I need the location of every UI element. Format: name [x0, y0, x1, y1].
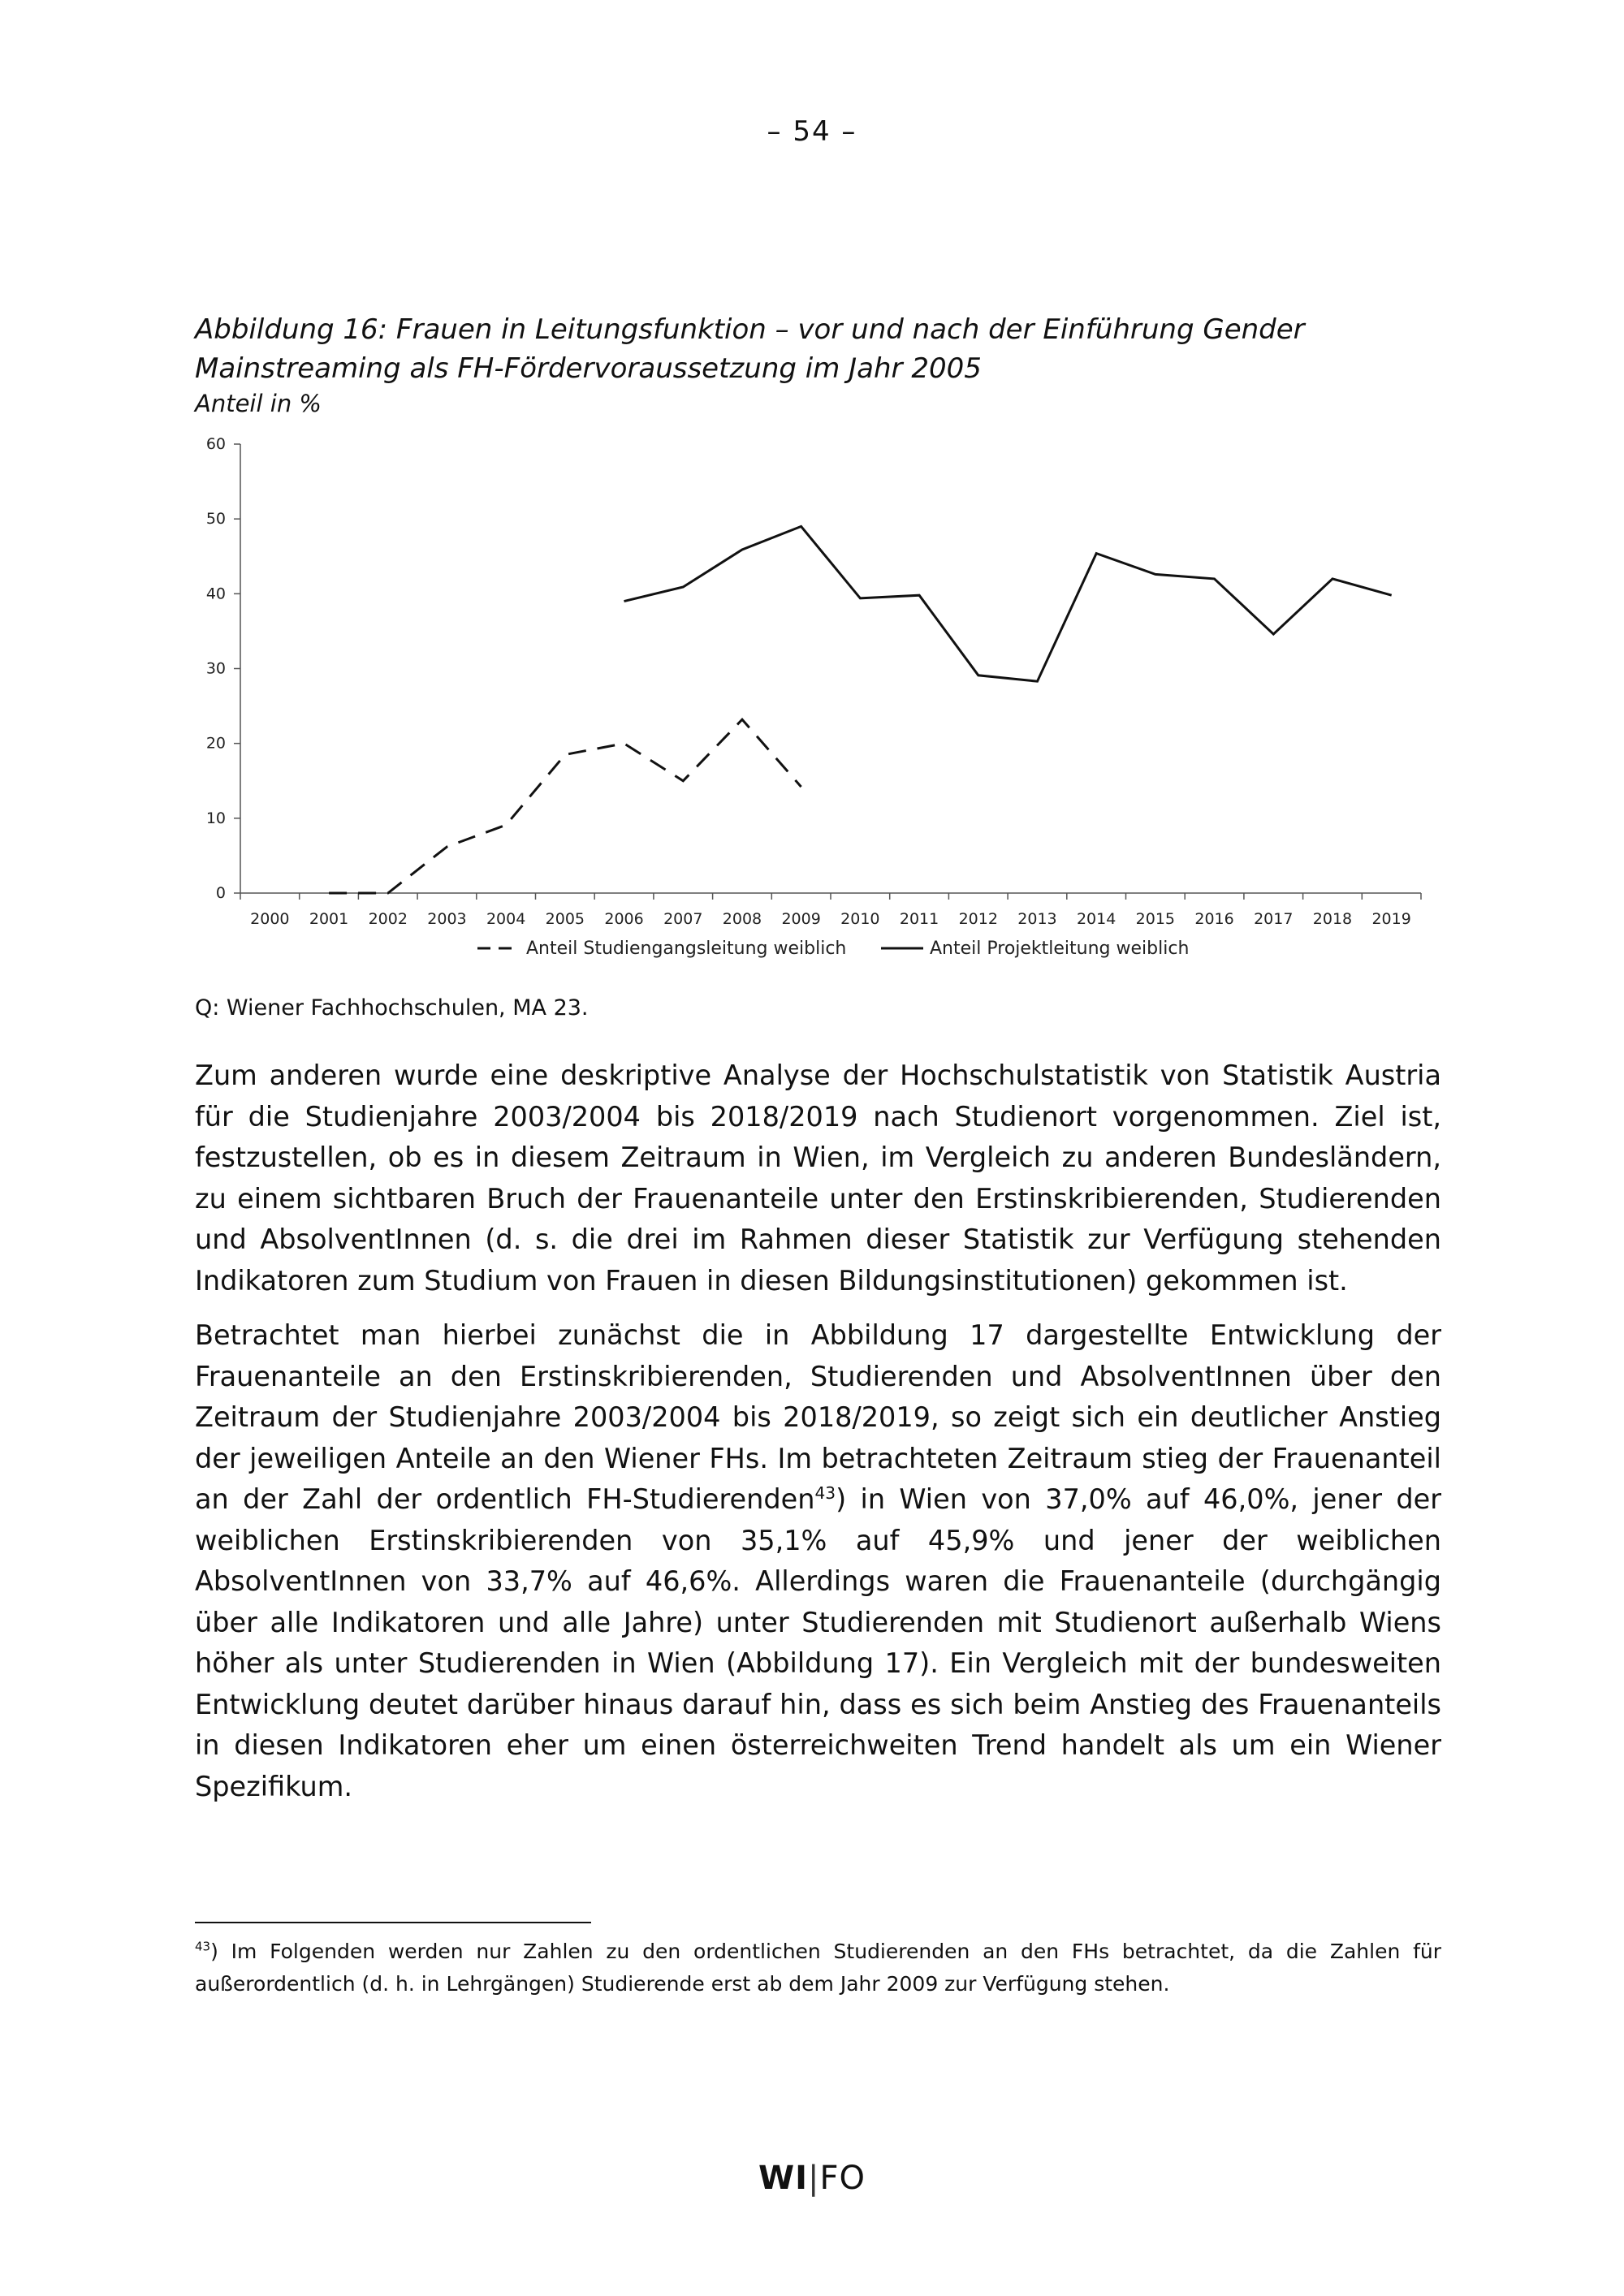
paragraph-2-text-a: Betrachtet man hierbei zunächst die in Abbildung 17 dargestellte Entwicklung der Frauenanteile an den Erstinskribierenden, Studierenden und AbsolventInnen über den Zeitraum der Studienjahre 2003/2004 bis 2018/2019, so zeigt sich ein deutlicher Anstieg der jeweiligen Anteile an den Wiener FHs. Im betrachteten Zeitraum stieg der Frauenanteil an der Zahl der ordentlich FH-Studierenden — [195, 1319, 1441, 1515]
y-tick-label: 10 — [205, 809, 226, 827]
x-tick-label: 2003 — [427, 910, 467, 928]
figure-caption-line-2: Mainstreaming als FH-Fördervoraussetzung im Jahr 2005 — [195, 352, 982, 385]
body-paragraph-1: Zum anderen wurde eine deskriptive Analyse der Hochschulstatistik von Statistik Austria für die Studienjahre 2003/2004 bis 2018/2019 nach Studienort vorgenommen. Ziel ist, festzustellen, ob es in diesem Zeitraum in Wien, im Vergleich zu anderen Bundesländern, zu einem sichtbaren Bruch der Frauenanteile unter den Erstinskribierenden, Studierenden und AbsolventInnen (d. s. die drei im Rahmen dieser Statistik zur Verfügung stehenden Indikatoren zum Studium von Frauen in diesen Bildungsinstitutionen) gekommen ist. — [195, 1060, 1441, 1297]
x-tick-label: 2017 — [1254, 910, 1294, 928]
x-tick-label: 2007 — [663, 910, 703, 928]
x-tick-label: 2011 — [899, 910, 939, 928]
figure-unit-label: Anteil in % — [195, 390, 322, 417]
x-tick-label: 2006 — [604, 910, 644, 928]
x-tick-label: 2018 — [1312, 910, 1353, 928]
x-tick-label: 2014 — [1076, 910, 1116, 928]
footnote-divider — [195, 1922, 591, 1923]
x-tick-label: 2004 — [486, 910, 526, 928]
legend-label: Anteil Projektleitung weiblich — [930, 939, 1190, 959]
x-tick-label: 2009 — [781, 910, 821, 928]
y-tick-label: 50 — [205, 510, 226, 529]
x-tick-label: 2002 — [368, 910, 408, 928]
y-tick-label: 30 — [205, 659, 226, 678]
footnote-reference[interactable]: 43 — [814, 1482, 836, 1503]
body-paragraph-2 — [195, 1315, 1441, 1807]
x-tick-label: 2005 — [545, 910, 585, 928]
y-tick-label: 40 — [205, 585, 226, 603]
x-tick-label: 2010 — [840, 910, 880, 928]
y-tick-label: 0 — [215, 884, 226, 902]
paragraph-2-text-b: ) in Wien von 37,0% auf 46,0%, jener der weiblichen Erstinskribierenden von 35,1% auf 45,9% und jener der weiblichen AbsolventInnen von 33,7% auf 46,6%. Allerdings waren die Frauenanteile (durchgängig über alle Indikatoren und alle Jahre) unter Studierenden mit Studienort außerhalb Wiens höher als unter Studierenden in Wien (Abbildung 17). Ein Vergleich mit der bundesweiten Entwicklung deutet darüber hinaus darauf hin, dass es sich beim Anstieg des Frauenanteils in diesen Indikatoren eher um einen österreichweiten Trend handelt als um ein Wiener Spezifikum. — [195, 1483, 1441, 1802]
x-tick-label: 2012 — [958, 910, 998, 928]
series-line-studiengangsleitung — [329, 719, 801, 893]
footnote-text: ) Im Folgenden werden nur Zahlen zu den ordentlichen Studierenden an den FHs betrachtet, da die Zahlen für außerordentlich (d. h. in Lehrgängen) Studierende erst ab dem Jahr 2009 zur Verfügung stehen. — [195, 1940, 1441, 1996]
series-line-projektleitung — [624, 526, 1392, 681]
y-tick-label: 60 — [205, 435, 226, 453]
x-tick-label: 2008 — [722, 910, 762, 928]
figure-source: Q: Wiener Fachhochschulen, MA 23. — [195, 995, 589, 1021]
line-chart — [187, 426, 1437, 978]
x-tick-label: 2016 — [1194, 910, 1234, 928]
x-tick-label: 2019 — [1371, 910, 1411, 928]
x-tick-label: 2013 — [1017, 910, 1057, 928]
x-tick-label: 2015 — [1135, 910, 1176, 928]
footnote-mark: 43 — [195, 1939, 211, 1954]
page-number: – 54 – — [767, 115, 857, 148]
footnote — [195, 1936, 1441, 2000]
x-tick-label: 2001 — [309, 910, 349, 928]
x-tick-label: 2000 — [250, 910, 290, 928]
figure-caption — [195, 310, 1445, 388]
wifo-logo: WI|FO — [758, 2160, 866, 2197]
legend-label: Anteil Studiengangsleitung weiblich — [526, 939, 847, 959]
y-tick-label: 20 — [205, 734, 226, 753]
figure-caption-line-1: Abbildung 16: Frauen in Leitungsfunktion – vor und nach der Einführung Gender — [195, 313, 1305, 346]
